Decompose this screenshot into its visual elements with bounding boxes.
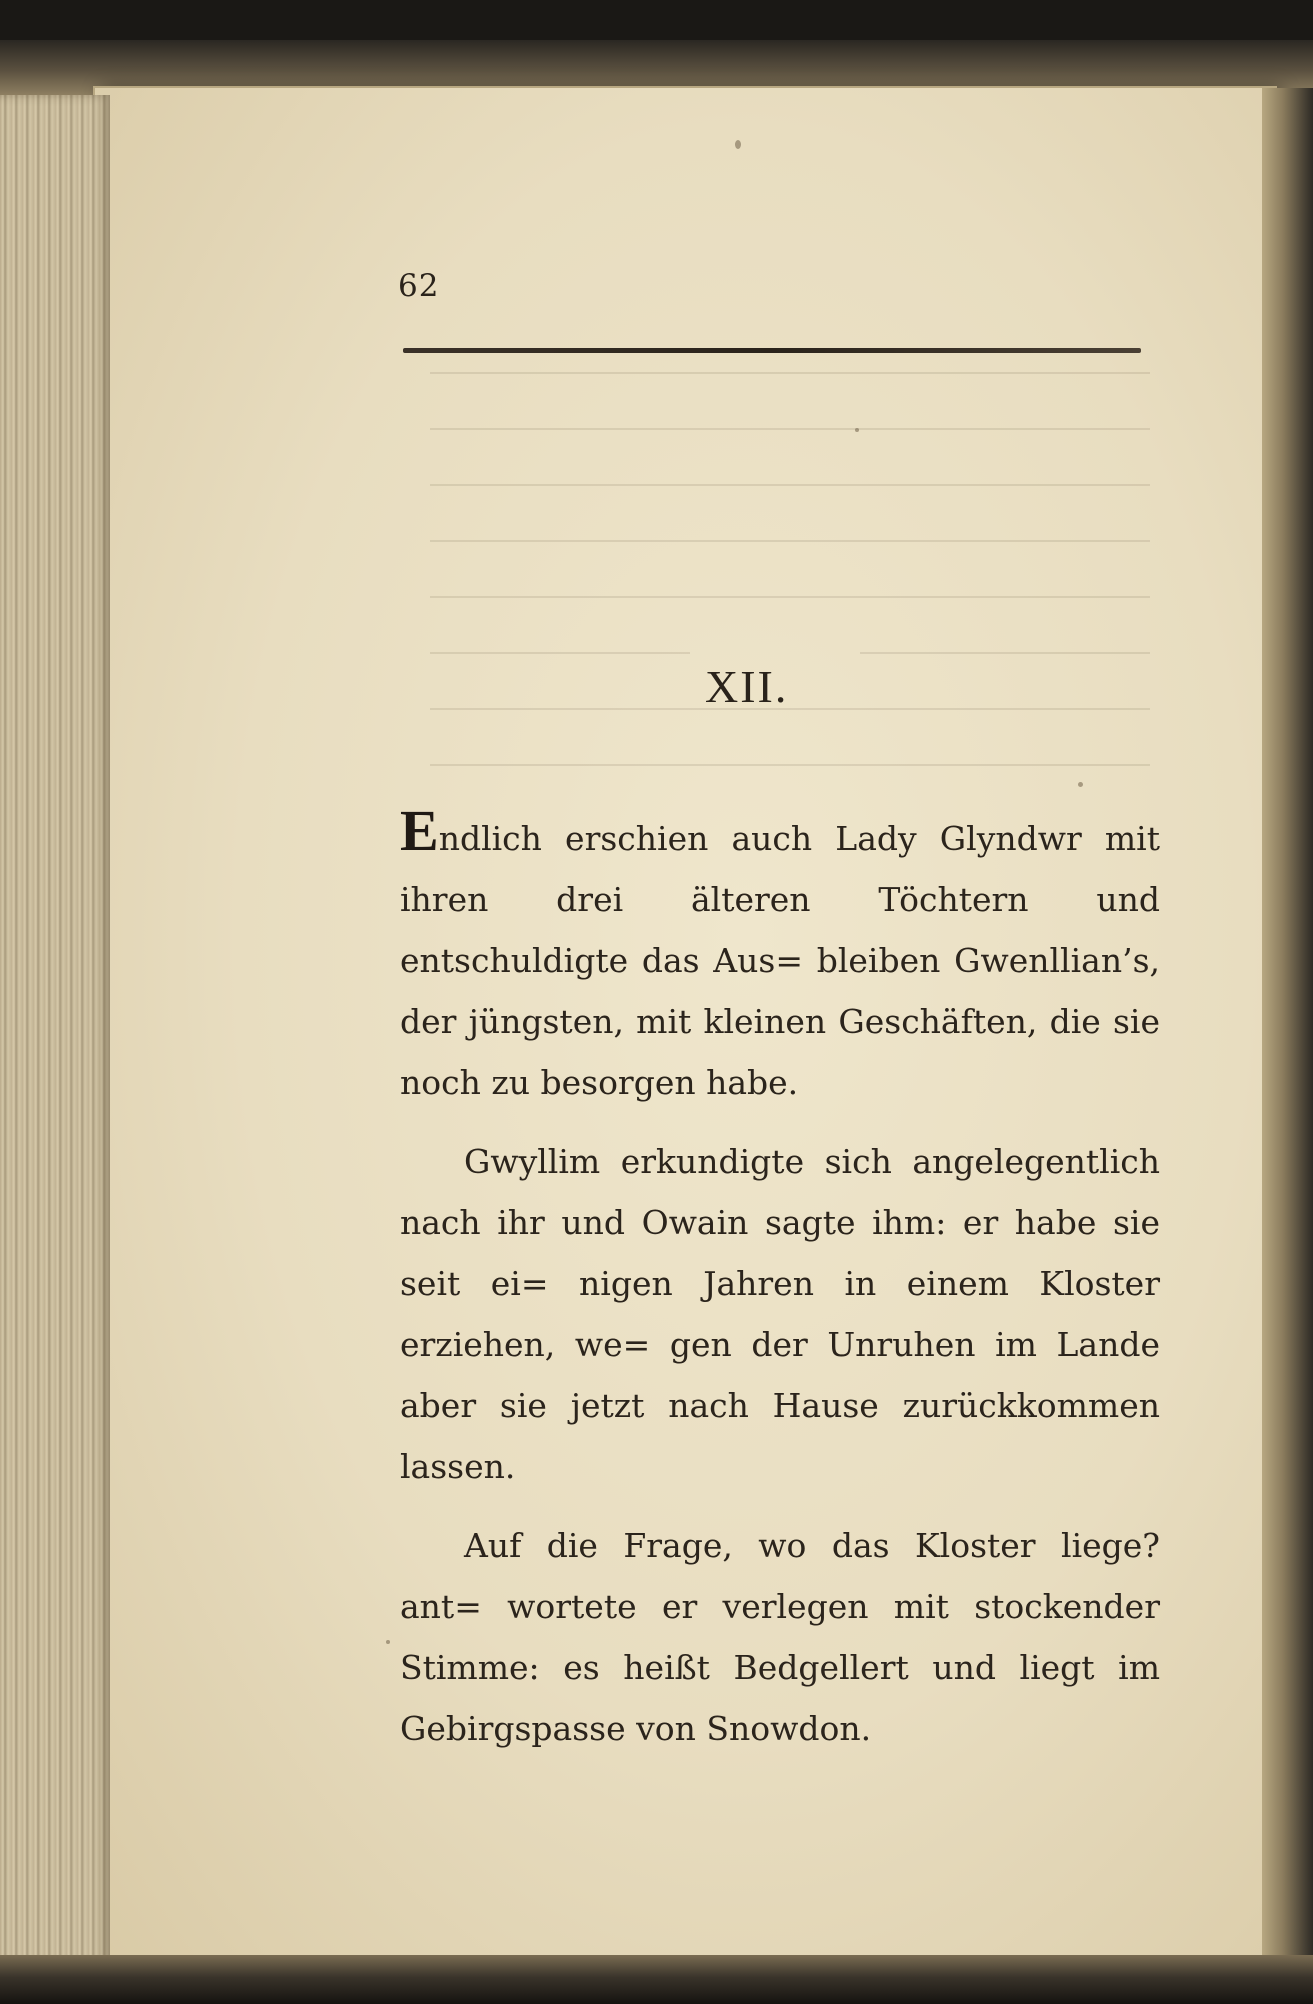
gutter-shadow bbox=[1262, 88, 1313, 1968]
bleed-through-line bbox=[430, 372, 1150, 374]
bleed-through-line bbox=[430, 540, 1150, 542]
paper-speck bbox=[855, 428, 859, 432]
bottom-binding-edge bbox=[0, 1955, 1313, 2004]
paper-speck bbox=[735, 140, 741, 149]
paper-speck bbox=[386, 1640, 390, 1644]
top-binding-edge bbox=[0, 40, 1313, 95]
page-number: 62 bbox=[398, 268, 440, 304]
bleed-through-line bbox=[430, 652, 690, 654]
chapter-heading: XII. bbox=[705, 661, 789, 712]
bleed-through-line bbox=[430, 596, 1150, 598]
paragraph: Gwyllim erkundigte sich angelegentlich nach ihr und Owain sagte ihm: er habe sie seit ei= nigen Jahren in einem Kloster erziehen, we= gen der Unruhen im Lande aber sie jetzt nach Hause zurückkommen lassen. bbox=[400, 1142, 1160, 1486]
body-text bbox=[400, 798, 1160, 1777]
bleed-through-line bbox=[430, 764, 1150, 766]
bleed-through-line bbox=[860, 652, 1150, 654]
paper-speck bbox=[1078, 782, 1083, 787]
header-rule bbox=[403, 348, 1141, 353]
drop-cap: E bbox=[400, 798, 439, 863]
stacked-page-edges bbox=[0, 95, 110, 1965]
bleed-through-line bbox=[430, 484, 1150, 486]
paragraph bbox=[400, 798, 1160, 1113]
paragraph: Auf die Frage, wo das Kloster liege? ant= wortete er verlegen mit stockender Stimme: es heißt Bedgellert und liegt im Gebirgspasse von Snowdon. bbox=[400, 1526, 1160, 1748]
paragraph-text: ndlich erschien auch Lady Glyndwr mit ihren drei älteren Töchtern und entschuldigte das Aus= bleiben Gwenllian’s, der jüngsten, mit kleinen Geschäften, die sie noch zu besorgen habe. bbox=[400, 819, 1160, 1102]
bleed-through-line bbox=[430, 428, 1150, 430]
